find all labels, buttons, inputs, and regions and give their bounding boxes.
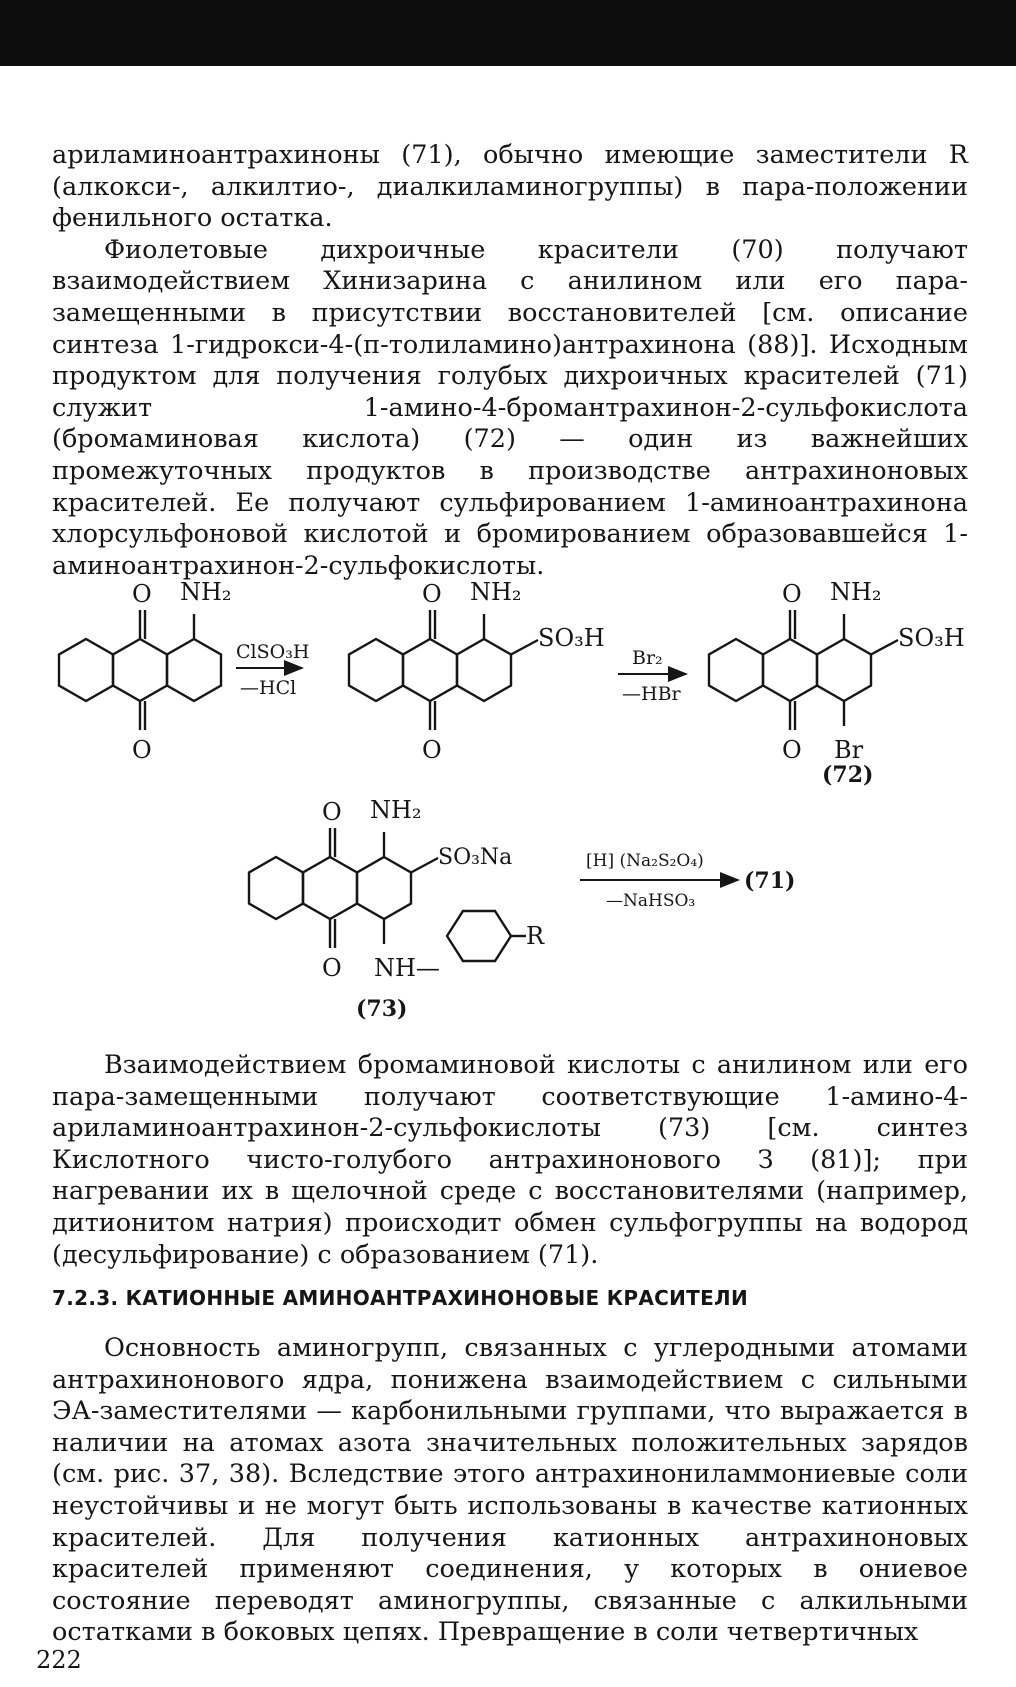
atom-o: O xyxy=(132,580,152,608)
atom-nh2: NH₂ xyxy=(370,796,422,824)
label-73: (73) xyxy=(356,996,408,1022)
atom-so3h: SO₃H xyxy=(538,624,605,652)
step3-byproduct: —NaHSO₃ xyxy=(606,891,696,911)
atom-so3h: SO₃H xyxy=(898,624,965,652)
paragraph-4: Основность аминогрупп, связанных с углеродными атомами антрахинонового ядра, понижена взаимодействием с сильными ЭА-заместителями — карбонильными группами, что выражается в наличии на атомах азота значительных положительных зарядов (см. рис. 37, 38). Вследствие этого антрахинониламмониевые соли неустойчивы и не могут быть использованы в качестве катионных красителей. Для получения катионных антрахиноновых красителей применяют соединения, у которых в ониевое состояние переводят аминогруппы, связанные с алкильными остатками в боковых цепях. Превращение в соли четвертичных xyxy=(52,1333,968,1648)
atom-nh2: NH₂ xyxy=(180,578,232,606)
section-heading: 7.2.3. КАТИОННЫЕ АМИНОАНТРАХИНОНОВЫЕ КРАСИТЕЛИ xyxy=(52,1286,748,1310)
atom-so3na: SO₃Na xyxy=(438,845,513,870)
atom-br: Br xyxy=(834,736,864,764)
label-72: (72) xyxy=(822,762,874,788)
atom-nh2: NH₂ xyxy=(830,578,882,606)
atom-o: O xyxy=(422,736,442,764)
atom-o: O xyxy=(322,954,342,982)
atom-nh: NH— xyxy=(374,954,440,982)
atom-nh2: NH₂ xyxy=(470,578,522,606)
atom-o: O xyxy=(782,580,802,608)
paragraph-2: Фиолетовые дихроичные красители (70) получают взаимодействием Хинизарина с анилином или его пара-замещенными в присутствии восстановителей [см. описание синтеза 1-гидрокси-4-(п-толиламино)антрахинона (88)]. Исходным продуктом для получения голубых дихроичных красителей (71) служит 1-амино-4-бромантрахинон-2-сульфокислота (бромаминовая кислота) (72) — один из важнейших промежуточных продуктов в производстве антрахиноновых красителей. Ее получают сульфированием 1-аминоантрахинона хлорсульфоновой кислотой и бромированием образовавшейся 1-аминоантрахинон-2-сульфокислоты. xyxy=(52,234,968,581)
compound-aminoanthraquinone-sulfonic-acid xyxy=(349,578,605,764)
atom-o: O xyxy=(132,736,152,764)
step3-reagent: [H] (Na₂S₂O₄) xyxy=(586,851,704,871)
product-71: (71) xyxy=(744,868,796,894)
step1-reagent: ClSO₃H xyxy=(236,641,310,663)
text-block-bottom xyxy=(52,1333,968,1649)
reaction-arrow-2 xyxy=(618,647,686,705)
reaction-arrow-1 xyxy=(236,641,309,699)
atom-r: R xyxy=(526,922,545,950)
reaction-scheme xyxy=(40,570,980,1030)
reaction-arrow-3 xyxy=(580,851,738,911)
step2-byproduct: —HBr xyxy=(622,683,681,705)
page-number: 222 xyxy=(36,1646,82,1674)
paragraph-3: Взаимодействием бромаминовой кислоты с анилином или его пара-замещенными получают соответствующие 1-амино-4-ариламиноантрахинон-2-сульфокислоты (73) [см. синтез Кислотного чисто-голубого антрахинонового З (81)]; при нагревании их в щелочной среде с восстановителями (например, дитионитом натрия) происходит обмен сульфогруппы на водород (десульфирование) с образованием (71). xyxy=(52,1050,968,1270)
top-dark-band xyxy=(0,0,1016,66)
atom-o: O xyxy=(322,798,342,826)
text-block-middle xyxy=(52,1050,968,1271)
atom-o: O xyxy=(782,736,802,764)
paragraph-1: ариламиноантрахиноны (71), обычно имеющие заместители R (алкокси-, алкилтио-, диалкиламиногруппы) в пара-положении фенильного остатка. xyxy=(52,140,968,234)
step2-reagent: Br₂ xyxy=(632,647,663,669)
atom-o: O xyxy=(422,580,442,608)
compound-aminoanthraquinone xyxy=(59,578,232,764)
text-block-top xyxy=(52,140,968,582)
compound-bromamine-acid xyxy=(709,578,965,764)
compound-73 xyxy=(249,796,545,982)
step1-byproduct: —HCl xyxy=(240,677,297,699)
